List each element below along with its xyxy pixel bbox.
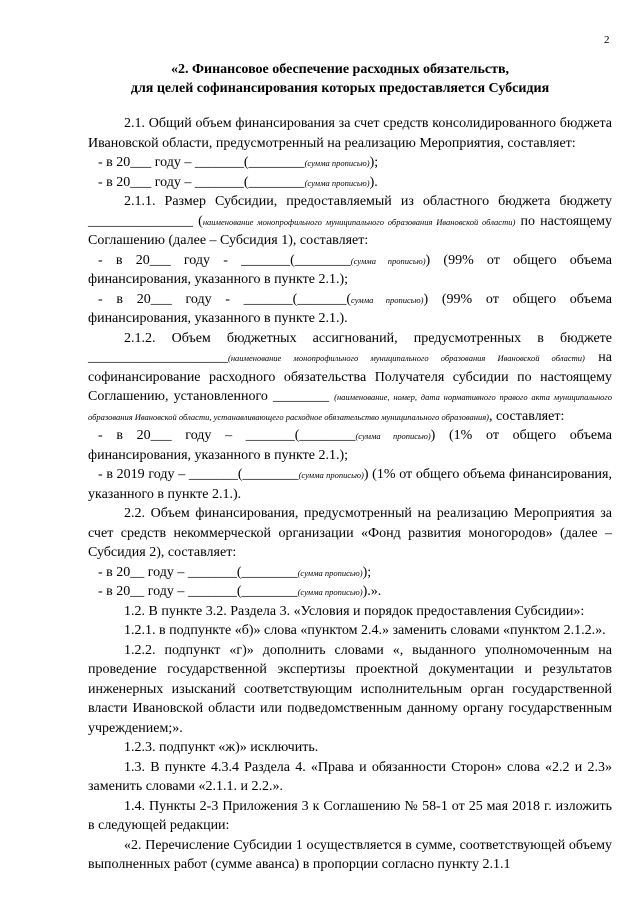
paragraph-2-1-a: - в 20___ году – _______(________(сумма прописью)); [98, 155, 379, 170]
paragraph-quote-2: «2. Перечисление Субсидии 1 осуществляется в сумме, соответствующей объему выполненных работ (сумме аванса) в пропорции согласно пункту 2.1.1 [88, 837, 612, 872]
paragraph-1-2-1: 1.2.1. в подпункте «б)» слова «пунктом 2.4.» заменить словами «пунктом 2.1.2.». [124, 623, 606, 638]
section-heading [80, 60, 600, 98]
document-body [88, 114, 612, 875]
paragraph-1-4: 1.4. Пункты 2-3 Приложения 3 к Соглашению № 58-1 от 25 мая 2018 г. изложить в следующей редакции: [88, 798, 612, 833]
paragraph-2-2-a: - в 20__ году – _______(________(сумма прописью)); [98, 564, 372, 580]
paragraph-2-2-b: - в 20__ году – _______(________(сумма прописью)).». [98, 584, 382, 599]
paragraph-2-1-2: 2.1.2. Объем бюджетных ассигнований, предусмотренных в бюджете ____________________(наименование монопрофильного муниципального образования Ивановской области) на софинансирование расходного обязательства Получателя субсидии по настоящему Соглашению, установленного ________ (наименование, номер, дата нормативного правого акта муниципального образования Ивановской области, устанавливающего расходное обязательство муниципального образования), составляет: [88, 330, 612, 424]
heading-line-1: «2. Финансовое обеспечение расходных обязательств, [170, 62, 510, 77]
paragraph-2-1-1-a: - в 20___ году - _______(________(сумма прописью)) (99% от общего объема финансирования, указанного в пункте 2.1.); [88, 252, 613, 287]
heading-line-2: для целей софинансирования которых предоставляется Субсидия [130, 81, 550, 96]
paragraph-2-1-b: - в 20___ году – _______(________(сумма прописью)). [98, 174, 378, 190]
paragraph-2-1-2-b: - в 2019 году – _______(________(сумма прописью)) (1% от общего объема финансирования, указанного в пункте 2.1.). [88, 467, 612, 502]
paragraph-1-3: 1.3. В пункте 4.3.4 Раздела 4. «Права и обязанности Сторон» слова «2.2 и 2.3» заменить словами «2.1.1. и 2.2.». [88, 759, 612, 794]
page-number: 2 [604, 34, 610, 46]
paragraph-2-1-1-b: - в 20___ году - _______(_______(сумма прописью)) (99% от общего объема финансирования, указанного в пункте 2.1.). [88, 291, 613, 326]
paragraph-1-2-3: 1.2.3. подпункт «ж)» исключить. [124, 740, 319, 755]
paragraph-2-2: 2.2. Объем финансирования, предусмотренный на реализацию Мероприятия за счет средств некоммерческой организации «Фонд развития моногородов» (далее – Субсидия 2), составляет: [88, 506, 612, 560]
paragraph-1-2-2: 1.2.2. подпункт «г)» дополнить словами «, выданного уполномоченным на проведение государственной экспертизы проектной документации и результатов инженерных изысканий соответствующим исполнительным орган государственной власти Ивановской области или подведомственным данному органу государственным учреждением;». [88, 642, 612, 736]
paragraph-2-1-2-a: - в 20___ году – _______(________(сумма прописью)) (1% от общего объема финансирования, указанного в пункте 2.1.); [88, 428, 613, 463]
paragraph-2-1: 2.1. Общий объем финансирования за счет средств консолидированного бюджета Ивановской области, предусмотренный на реализацию Мероприятия, составляет: [88, 116, 612, 151]
paragraph-2-1-1: 2.1.1. Размер Субсидии, предоставляемый из областного бюджета бюджету _______________ (наименование монопрофильного муниципального образования Ивановской области) по настоящему Соглашению (далее – Субсидия 1), составляет: [88, 194, 613, 248]
paragraph-1-2: 1.2. В пункте 3.2. Раздела 3. «Условия и порядок предоставления Субсидии»: [124, 603, 585, 619]
